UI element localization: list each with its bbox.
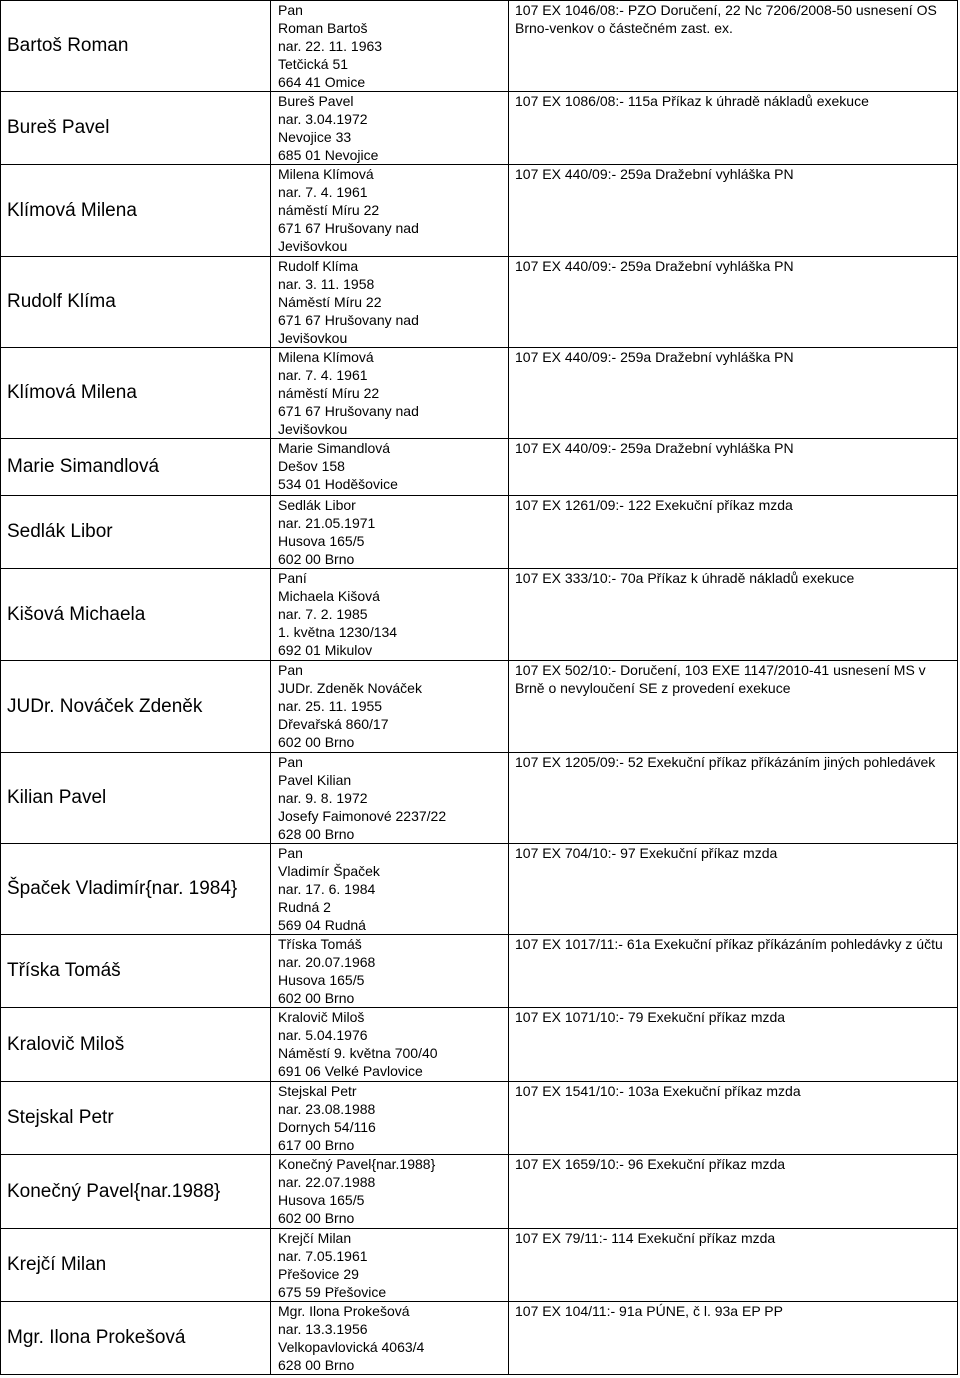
debtor-name-cell: Špaček Vladimír{nar. 1984}	[1, 844, 271, 935]
address-line: 1. května 1230/134	[278, 624, 398, 640]
table-row	[1, 1, 958, 92]
address-line: nar. 7. 4. 1961	[278, 184, 368, 200]
address-cell	[271, 496, 509, 569]
address-line: nar. 25. 11. 1955	[278, 698, 383, 714]
address-line: Kralovič Miloš	[278, 1009, 365, 1025]
address-cell	[271, 569, 509, 661]
address-cell	[271, 348, 509, 439]
table-row	[1, 661, 958, 753]
table-row	[1, 1082, 958, 1155]
address-line: 671 67 Hrušovany nad	[278, 403, 419, 419]
address-line: nar. 3. 11. 1958	[278, 276, 375, 292]
address-line: nar. 3.04.1972	[278, 111, 368, 127]
address-line: Pan	[278, 2, 303, 18]
address-line: 617 00 Brno	[278, 1137, 355, 1153]
address-line: Tetčická 51	[278, 56, 349, 72]
address-cell	[271, 1229, 509, 1302]
case-record-cell: 107 EX 440/09:- 259a Dražební vyhláška PN	[509, 165, 958, 257]
address-cell	[271, 1008, 509, 1082]
address-line: Pan	[278, 662, 303, 678]
address-line: Vladimír Špaček	[278, 863, 380, 879]
address-line: náměstí Míru 22	[278, 202, 380, 218]
case-record-cell: 107 EX 1659/10:- 96 Exekuční příkaz mzda	[509, 1155, 958, 1229]
address-line: Sedlák Libor	[278, 497, 356, 513]
table-row	[1, 348, 958, 439]
table-row	[1, 257, 958, 348]
address-line: 671 67 Hrušovany nad	[278, 220, 419, 236]
register-body	[1, 1, 958, 1375]
address-line: JUDr. Zdeněk Nováček	[278, 680, 422, 696]
address-cell	[271, 257, 509, 348]
address-line: Jevišovkou	[278, 421, 348, 437]
debtor-name-cell: Stejskal Petr	[1, 1082, 271, 1155]
address-line: nar. 20.07.1968	[278, 954, 376, 970]
address-line: nar. 22. 11. 1963	[278, 38, 383, 54]
address-line: 675 59 Přešovice	[278, 1284, 387, 1300]
address-line: 671 67 Hrušovany nad	[278, 312, 419, 328]
address-line: Paní	[278, 570, 307, 586]
address-line: 602 00 Brno	[278, 1210, 355, 1226]
debtor-name-cell: Kišová Michaela	[1, 569, 271, 661]
table-row	[1, 165, 958, 257]
case-record-cell: 107 EX 502/10:- Doručení, 103 EXE 1147/2010-41 usnesení MS v Brně o nevyloučení SE z provedení exekuce	[509, 661, 958, 753]
table-row	[1, 1008, 958, 1082]
debtor-name-cell: Bartoš Roman	[1, 1, 271, 92]
address-line: 692 01 Mikulov	[278, 642, 373, 658]
address-line: nar. 9. 8. 1972	[278, 790, 368, 806]
address-line: Husova 165/5	[278, 533, 365, 549]
debtor-name-cell: Tříska Tomáš	[1, 935, 271, 1008]
debtor-name-cell: Konečný Pavel{nar.1988}	[1, 1155, 271, 1229]
address-line: Bureš Pavel	[278, 93, 354, 109]
address-line: 602 00 Brno	[278, 734, 355, 750]
address-line: Michaela Kišová	[278, 588, 380, 604]
table-row	[1, 496, 958, 569]
case-record-cell: 107 EX 1071/10:- 79 Exekuční příkaz mzda	[509, 1008, 958, 1082]
address-line: nar. 17. 6. 1984	[278, 881, 376, 897]
table-row	[1, 1155, 958, 1229]
address-cell	[271, 1155, 509, 1229]
address-line: Husova 165/5	[278, 972, 365, 988]
address-line: Pan	[278, 845, 303, 861]
address-cell	[271, 1082, 509, 1155]
address-line: Konečný Pavel{nar.1988}	[278, 1156, 436, 1172]
address-cell	[271, 439, 509, 496]
address-line: Stejskal Petr	[278, 1083, 357, 1099]
address-line: Velkopavlovická 4063/4	[278, 1339, 425, 1355]
address-cell	[271, 661, 509, 753]
address-cell	[271, 844, 509, 935]
table-row	[1, 439, 958, 496]
debtor-name-cell: Kilian Pavel	[1, 753, 271, 844]
case-record-cell: 107 EX 1086/08:- 115a Příkaz k úhradě nákladů exekuce	[509, 92, 958, 165]
address-line: 628 00 Brno	[278, 826, 355, 842]
debtor-name-cell: Marie Simandlová	[1, 439, 271, 496]
address-line: nar. 7. 2. 1985	[278, 606, 368, 622]
address-line: 569 04 Rudná	[278, 917, 366, 933]
address-line: nar. 21.05.1971	[278, 515, 376, 531]
address-line: Nevojice 33	[278, 129, 352, 145]
table-row	[1, 935, 958, 1008]
address-cell	[271, 1, 509, 92]
table-row	[1, 1229, 958, 1302]
address-line: Dornych 54/116	[278, 1119, 376, 1135]
case-record-cell: 107 EX 1017/11:- 61a Exekuční příkaz příkázáním pohledávky z účtu	[509, 935, 958, 1008]
address-cell	[271, 1302, 509, 1375]
address-line: Přešovice 29	[278, 1266, 359, 1282]
address-line: Rudolf Klíma	[278, 258, 359, 274]
address-line: Jevišovkou	[278, 238, 348, 254]
case-record-cell: 107 EX 704/10:- 97 Exekuční příkaz mzda	[509, 844, 958, 935]
address-line: 534 01 Hoděšovice	[278, 476, 398, 492]
address-line: 602 00 Brno	[278, 990, 355, 1006]
debtor-name-cell: Krejčí Milan	[1, 1229, 271, 1302]
table-row	[1, 92, 958, 165]
address-cell	[271, 753, 509, 844]
address-line: nar. 5.04.1976	[278, 1027, 368, 1043]
table-row	[1, 569, 958, 661]
case-record-cell: 107 EX 440/09:- 259a Dražební vyhláška PN	[509, 439, 958, 496]
case-record-cell: 107 EX 440/09:- 259a Dražební vyhláška PN	[509, 348, 958, 439]
debtor-name-cell: Rudolf Klíma	[1, 257, 271, 348]
debtor-name-cell: JUDr. Nováček Zdeněk	[1, 661, 271, 753]
table-row	[1, 753, 958, 844]
address-line: Josefy Faimonové 2237/22	[278, 808, 447, 824]
address-line: 685 01 Nevojice	[278, 147, 379, 163]
case-record-cell: 107 EX 440/09:- 259a Dražební vyhláška PN	[509, 257, 958, 348]
address-line: Náměstí Míru 22	[278, 294, 382, 310]
address-line: 664 41 Omice	[278, 74, 366, 90]
case-record-cell: 107 EX 1261/09:- 122 Exekuční příkaz mzda	[509, 496, 958, 569]
address-line: Dešov 158	[278, 458, 345, 474]
address-line: nar. 22.07.1988	[278, 1174, 376, 1190]
address-line: Husova 165/5	[278, 1192, 365, 1208]
address-line: Roman Bartoš	[278, 20, 368, 36]
address-line: nar. 13.3.1956	[278, 1321, 368, 1337]
address-line: nar. 23.08.1988	[278, 1101, 376, 1117]
address-cell	[271, 92, 509, 165]
address-line: Tříska Tomáš	[278, 936, 362, 952]
address-line: Milena Klímová	[278, 166, 374, 182]
address-cell	[271, 165, 509, 257]
address-line: Dřevařská 860/17	[278, 716, 389, 732]
debtor-name-cell: Bureš Pavel	[1, 92, 271, 165]
address-line: Pan	[278, 754, 303, 770]
address-line: Náměstí 9. května 700/40	[278, 1045, 438, 1061]
case-record-cell: 107 EX 1205/09:- 52 Exekuční příkaz příkázáním jiných pohledávek	[509, 753, 958, 844]
table-row	[1, 844, 958, 935]
debtor-name-cell: Sedlák Libor	[1, 496, 271, 569]
address-cell	[271, 935, 509, 1008]
address-line: 691 06 Velké Pavlovice	[278, 1063, 423, 1079]
debtor-name-cell: Mgr. Ilona Prokešová	[1, 1302, 271, 1375]
case-record-cell: 107 EX 79/11:- 114 Exekuční příkaz mzda	[509, 1229, 958, 1302]
case-record-cell: 107 EX 104/11:- 91a PÚNE, č l. 93a EP PP	[509, 1302, 958, 1375]
table-row	[1, 1302, 958, 1375]
address-line: nar. 7.05.1961	[278, 1248, 368, 1264]
address-line: Jevišovkou	[278, 330, 348, 346]
debtor-name-cell: Klímová Milena	[1, 348, 271, 439]
debtor-name-cell: Kralovič Miloš	[1, 1008, 271, 1082]
address-line: Krejčí Milan	[278, 1230, 352, 1246]
address-line: náměstí Míru 22	[278, 385, 380, 401]
address-line: 602 00 Brno	[278, 551, 355, 567]
address-line: Mgr. Ilona Prokešová	[278, 1303, 410, 1319]
address-line: 628 00 Brno	[278, 1357, 355, 1373]
case-record-cell: 107 EX 333/10:- 70a Příkaz k úhradě nákladů exekuce	[509, 569, 958, 661]
debtor-name-cell: Klímová Milena	[1, 165, 271, 257]
address-line: Milena Klímová	[278, 349, 374, 365]
address-line: Rudná 2	[278, 899, 331, 915]
case-record-cell: 107 EX 1046/08:- PZO Doručení, 22 Nc 7206/2008-50 usnesení OS Brno-venkov o částečném zast. ex.	[509, 1, 958, 92]
address-line: Marie Simandlová	[278, 440, 391, 456]
address-line: Pavel Kilian	[278, 772, 352, 788]
case-record-cell: 107 EX 1541/10:- 103a Exekuční příkaz mzda	[509, 1082, 958, 1155]
address-line: nar. 7. 4. 1961	[278, 367, 368, 383]
